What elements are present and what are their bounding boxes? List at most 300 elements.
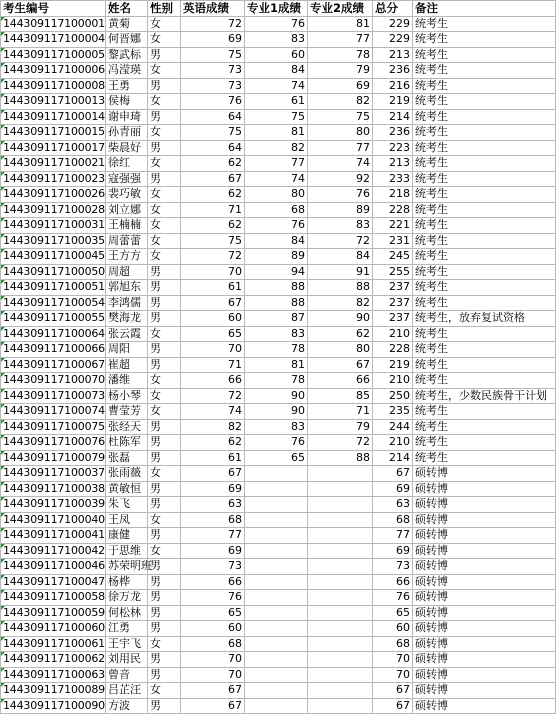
- cell-gender[interactable]: 男: [148, 311, 181, 327]
- cell-english-score[interactable]: 66: [181, 574, 245, 590]
- cell-gender[interactable]: 女: [148, 187, 181, 203]
- cell-major1-score[interactable]: 83: [245, 32, 308, 48]
- cell-candidate-id[interactable]: [1, 187, 106, 203]
- cell-total-score[interactable]: 67: [373, 698, 413, 714]
- cell-remarks[interactable]: 统考生: [413, 78, 556, 94]
- cell-remarks[interactable]: 统考生: [413, 295, 556, 311]
- cell-candidate-id[interactable]: [1, 63, 106, 79]
- cell-remarks[interactable]: 硕转博: [413, 621, 556, 637]
- cell-candidate-id[interactable]: [1, 652, 106, 668]
- cell-candidate-id[interactable]: [1, 512, 106, 528]
- cell-remarks[interactable]: 统考生: [413, 32, 556, 48]
- cell-major2-score[interactable]: [308, 636, 373, 652]
- cell-total-score[interactable]: 235: [373, 404, 413, 420]
- cell-major2-score[interactable]: [308, 605, 373, 621]
- cell-gender[interactable]: 男: [148, 590, 181, 606]
- cell-major1-score[interactable]: 68: [245, 202, 308, 218]
- cell-gender[interactable]: 男: [148, 698, 181, 714]
- cell-gender[interactable]: 女: [148, 94, 181, 110]
- cell-gender[interactable]: 女: [148, 543, 181, 559]
- cell-major2-score[interactable]: [308, 543, 373, 559]
- cell-gender[interactable]: 女: [148, 16, 181, 32]
- cell-gender[interactable]: 女: [148, 218, 181, 234]
- cell-major2-score[interactable]: 78: [308, 47, 373, 63]
- cell-english-score[interactable]: 62: [181, 187, 245, 203]
- cell-candidate-id[interactable]: [1, 32, 106, 48]
- cell-name[interactable]: 吕芷汪: [106, 683, 148, 699]
- cell-total-score[interactable]: 229: [373, 32, 413, 48]
- cell-total-score[interactable]: 213: [373, 156, 413, 172]
- cell-name[interactable]: 于思维: [106, 543, 148, 559]
- cell-name[interactable]: 黄敏恒: [106, 481, 148, 497]
- cell-english-score[interactable]: 67: [181, 171, 245, 187]
- cell-english-score[interactable]: 72: [181, 388, 245, 404]
- cell-english-score[interactable]: 68: [181, 636, 245, 652]
- cell-gender[interactable]: 男: [148, 419, 181, 435]
- cell-remarks[interactable]: 统考生: [413, 357, 556, 373]
- cell-major2-score[interactable]: [308, 698, 373, 714]
- cell-major2-score[interactable]: 81: [308, 16, 373, 32]
- cell-remarks[interactable]: 硕转博: [413, 698, 556, 714]
- cell-major1-score[interactable]: [245, 636, 308, 652]
- cell-gender[interactable]: 男: [148, 109, 181, 125]
- cell-gender[interactable]: 男: [148, 357, 181, 373]
- cell-gender[interactable]: 女: [148, 388, 181, 404]
- cell-major2-score[interactable]: [308, 481, 373, 497]
- cell-name[interactable]: 王凤: [106, 512, 148, 528]
- cell-name[interactable]: 周蕾蕾: [106, 233, 148, 249]
- cell-total-score[interactable]: 216: [373, 78, 413, 94]
- cell-name[interactable]: 方波: [106, 698, 148, 714]
- cell-gender[interactable]: 男: [148, 171, 181, 187]
- cell-english-score[interactable]: 67: [181, 295, 245, 311]
- cell-english-score[interactable]: 82: [181, 419, 245, 435]
- cell-name[interactable]: 谢申琦: [106, 109, 148, 125]
- cell-gender[interactable]: 女: [148, 156, 181, 172]
- cell-total-score[interactable]: 244: [373, 419, 413, 435]
- cell-major1-score[interactable]: 80: [245, 187, 308, 203]
- cell-name[interactable]: 刘用民: [106, 652, 148, 668]
- cell-gender[interactable]: 男: [148, 295, 181, 311]
- cell-remarks[interactable]: 统考生，少数民族骨干计划: [413, 388, 556, 404]
- cell-total-score[interactable]: 210: [373, 326, 413, 342]
- cell-candidate-id[interactable]: [1, 605, 106, 621]
- cell-name[interactable]: 曹莹芳: [106, 404, 148, 420]
- header-remarks[interactable]: 备注: [413, 1, 556, 17]
- cell-candidate-id[interactable]: [1, 419, 106, 435]
- cell-gender[interactable]: 女: [148, 512, 181, 528]
- cell-name[interactable]: 杨小琴: [106, 388, 148, 404]
- cell-candidate-id[interactable]: [1, 621, 106, 637]
- cell-total-score[interactable]: 77: [373, 528, 413, 544]
- cell-major2-score[interactable]: 67: [308, 357, 373, 373]
- cell-english-score[interactable]: 75: [181, 125, 245, 141]
- cell-english-score[interactable]: 62: [181, 435, 245, 451]
- cell-total-score[interactable]: 66: [373, 574, 413, 590]
- cell-name[interactable]: 刘立娜: [106, 202, 148, 218]
- cell-total-score[interactable]: 236: [373, 125, 413, 141]
- cell-english-score[interactable]: 73: [181, 78, 245, 94]
- cell-remarks[interactable]: 统考生: [413, 218, 556, 234]
- cell-total-score[interactable]: 63: [373, 497, 413, 513]
- cell-total-score[interactable]: 67: [373, 466, 413, 482]
- cell-name[interactable]: 康健: [106, 528, 148, 544]
- cell-candidate-id[interactable]: [1, 78, 106, 94]
- cell-remarks[interactable]: 硕转博: [413, 512, 556, 528]
- cell-gender[interactable]: 女: [148, 63, 181, 79]
- cell-candidate-id[interactable]: [1, 202, 106, 218]
- cell-total-score[interactable]: 210: [373, 435, 413, 451]
- cell-major2-score[interactable]: 69: [308, 78, 373, 94]
- cell-major2-score[interactable]: 80: [308, 342, 373, 358]
- cell-candidate-id[interactable]: [1, 373, 106, 389]
- cell-candidate-id[interactable]: [1, 590, 106, 606]
- cell-remarks[interactable]: 硕转博: [413, 543, 556, 559]
- cell-name[interactable]: 徐红: [106, 156, 148, 172]
- cell-remarks[interactable]: 统考生: [413, 94, 556, 110]
- cell-name[interactable]: 黎武标: [106, 47, 148, 63]
- cell-gender[interactable]: 女: [148, 683, 181, 699]
- cell-candidate-id[interactable]: [1, 466, 106, 482]
- cell-english-score[interactable]: 76: [181, 590, 245, 606]
- cell-candidate-id[interactable]: [1, 528, 106, 544]
- cell-total-score[interactable]: 65: [373, 605, 413, 621]
- cell-total-score[interactable]: 69: [373, 543, 413, 559]
- cell-remarks[interactable]: 硕转博: [413, 574, 556, 590]
- cell-english-score[interactable]: 62: [181, 218, 245, 234]
- cell-english-score[interactable]: 62: [181, 156, 245, 172]
- cell-name[interactable]: 江勇: [106, 621, 148, 637]
- cell-major1-score[interactable]: 84: [245, 63, 308, 79]
- cell-candidate-id[interactable]: [1, 667, 106, 683]
- cell-english-score[interactable]: 69: [181, 32, 245, 48]
- cell-english-score[interactable]: 60: [181, 311, 245, 327]
- cell-candidate-id[interactable]: [1, 264, 106, 280]
- cell-major1-score[interactable]: [245, 481, 308, 497]
- cell-major1-score[interactable]: 74: [245, 78, 308, 94]
- cell-major1-score[interactable]: [245, 574, 308, 590]
- cell-english-score[interactable]: 64: [181, 140, 245, 156]
- cell-total-score[interactable]: 218: [373, 187, 413, 203]
- cell-remarks[interactable]: 统考生: [413, 373, 556, 389]
- cell-total-score[interactable]: 73: [373, 559, 413, 575]
- cell-major2-score[interactable]: 82: [308, 94, 373, 110]
- cell-name[interactable]: 郭旭东: [106, 280, 148, 296]
- cell-remarks[interactable]: 硕转博: [413, 636, 556, 652]
- cell-candidate-id[interactable]: [1, 326, 106, 342]
- cell-gender[interactable]: 女: [148, 466, 181, 482]
- cell-english-score[interactable]: 71: [181, 357, 245, 373]
- cell-english-score[interactable]: 70: [181, 667, 245, 683]
- cell-total-score[interactable]: 223: [373, 140, 413, 156]
- cell-major2-score[interactable]: 74: [308, 156, 373, 172]
- cell-major2-score[interactable]: 85: [308, 388, 373, 404]
- cell-gender[interactable]: 男: [148, 528, 181, 544]
- cell-english-score[interactable]: 61: [181, 280, 245, 296]
- cell-total-score[interactable]: 245: [373, 249, 413, 265]
- header-major2-score[interactable]: 专业2成绩: [308, 1, 373, 17]
- cell-candidate-id[interactable]: [1, 156, 106, 172]
- cell-major2-score[interactable]: [308, 621, 373, 637]
- cell-major2-score[interactable]: 76: [308, 187, 373, 203]
- cell-remarks[interactable]: 统考生: [413, 450, 556, 466]
- cell-candidate-id[interactable]: [1, 342, 106, 358]
- cell-total-score[interactable]: 237: [373, 280, 413, 296]
- cell-candidate-id[interactable]: [1, 636, 106, 652]
- cell-name[interactable]: 周阳: [106, 342, 148, 358]
- cell-english-score[interactable]: 75: [181, 233, 245, 249]
- cell-major2-score[interactable]: [308, 528, 373, 544]
- cell-gender[interactable]: 男: [148, 497, 181, 513]
- cell-name[interactable]: 王方方: [106, 249, 148, 265]
- cell-major1-score[interactable]: 90: [245, 388, 308, 404]
- cell-name[interactable]: 王楠楠: [106, 218, 148, 234]
- cell-name[interactable]: 崔超: [106, 357, 148, 373]
- cell-remarks[interactable]: 统考生: [413, 342, 556, 358]
- cell-name[interactable]: 曾音: [106, 667, 148, 683]
- cell-major2-score[interactable]: [308, 652, 373, 668]
- cell-total-score[interactable]: 214: [373, 109, 413, 125]
- cell-candidate-id[interactable]: [1, 233, 106, 249]
- cell-major2-score[interactable]: [308, 590, 373, 606]
- cell-major1-score[interactable]: [245, 559, 308, 575]
- cell-name[interactable]: 寇强强: [106, 171, 148, 187]
- cell-major2-score[interactable]: 83: [308, 218, 373, 234]
- cell-remarks[interactable]: 统考生: [413, 47, 556, 63]
- cell-english-score[interactable]: 61: [181, 450, 245, 466]
- cell-remarks[interactable]: 统考生: [413, 109, 556, 125]
- cell-total-score[interactable]: 70: [373, 652, 413, 668]
- cell-major1-score[interactable]: [245, 698, 308, 714]
- cell-remarks[interactable]: 硕转博: [413, 497, 556, 513]
- cell-gender[interactable]: 男: [148, 342, 181, 358]
- cell-total-score[interactable]: 213: [373, 47, 413, 63]
- cell-remarks[interactable]: 统考生: [413, 419, 556, 435]
- header-total-score[interactable]: 总分: [373, 1, 413, 17]
- cell-name[interactable]: 冯滢瑛: [106, 63, 148, 79]
- cell-total-score[interactable]: 228: [373, 202, 413, 218]
- cell-candidate-id[interactable]: [1, 357, 106, 373]
- cell-english-score[interactable]: 63: [181, 497, 245, 513]
- cell-name[interactable]: 何晋娜: [106, 32, 148, 48]
- cell-candidate-id[interactable]: [1, 698, 106, 714]
- cell-candidate-id[interactable]: [1, 280, 106, 296]
- cell-total-score[interactable]: 255: [373, 264, 413, 280]
- cell-gender[interactable]: 男: [148, 481, 181, 497]
- cell-remarks[interactable]: 硕转博: [413, 652, 556, 668]
- cell-name[interactable]: 樊海龙: [106, 311, 148, 327]
- cell-major1-score[interactable]: [245, 667, 308, 683]
- cell-remarks[interactable]: 硕转博: [413, 667, 556, 683]
- cell-name[interactable]: 苏荣明班: [106, 559, 148, 575]
- cell-total-score[interactable]: 67: [373, 683, 413, 699]
- cell-total-score[interactable]: 76: [373, 590, 413, 606]
- cell-candidate-id[interactable]: [1, 450, 106, 466]
- cell-remarks[interactable]: 硕转博: [413, 605, 556, 621]
- cell-total-score[interactable]: 214: [373, 450, 413, 466]
- cell-gender[interactable]: 男: [148, 574, 181, 590]
- cell-major1-score[interactable]: 84: [245, 233, 308, 249]
- cell-english-score[interactable]: 65: [181, 326, 245, 342]
- cell-total-score[interactable]: 68: [373, 512, 413, 528]
- cell-gender[interactable]: 男: [148, 435, 181, 451]
- cell-name[interactable]: 孙青丽: [106, 125, 148, 141]
- cell-major2-score[interactable]: 77: [308, 32, 373, 48]
- cell-major2-score[interactable]: 89: [308, 202, 373, 218]
- cell-remarks[interactable]: 硕转博: [413, 528, 556, 544]
- cell-gender[interactable]: 男: [148, 621, 181, 637]
- cell-english-score[interactable]: 69: [181, 543, 245, 559]
- cell-english-score[interactable]: 66: [181, 373, 245, 389]
- cell-gender[interactable]: 男: [148, 652, 181, 668]
- cell-name[interactable]: 周超: [106, 264, 148, 280]
- cell-candidate-id[interactable]: [1, 47, 106, 63]
- cell-gender[interactable]: 男: [148, 667, 181, 683]
- cell-major2-score[interactable]: 84: [308, 249, 373, 265]
- cell-major2-score[interactable]: 77: [308, 140, 373, 156]
- cell-remarks[interactable]: 统考生: [413, 16, 556, 32]
- cell-gender[interactable]: 男: [148, 140, 181, 156]
- cell-candidate-id[interactable]: [1, 311, 106, 327]
- cell-major1-score[interactable]: 90: [245, 404, 308, 420]
- cell-candidate-id[interactable]: [1, 295, 106, 311]
- cell-major1-score[interactable]: [245, 512, 308, 528]
- cell-total-score[interactable]: 237: [373, 311, 413, 327]
- cell-english-score[interactable]: 64: [181, 109, 245, 125]
- cell-english-score[interactable]: 67: [181, 683, 245, 699]
- cell-major2-score[interactable]: 66: [308, 373, 373, 389]
- cell-major2-score[interactable]: [308, 683, 373, 699]
- cell-total-score[interactable]: 236: [373, 63, 413, 79]
- cell-major2-score[interactable]: 75: [308, 109, 373, 125]
- cell-major1-score[interactable]: 78: [245, 373, 308, 389]
- cell-english-score[interactable]: 73: [181, 63, 245, 79]
- cell-major2-score[interactable]: [308, 574, 373, 590]
- cell-remarks[interactable]: 硕转博: [413, 590, 556, 606]
- cell-total-score[interactable]: 68: [373, 636, 413, 652]
- cell-major2-score[interactable]: 90: [308, 311, 373, 327]
- cell-major1-score[interactable]: [245, 621, 308, 637]
- cell-name[interactable]: 李鸿儒: [106, 295, 148, 311]
- cell-name[interactable]: 侯梅: [106, 94, 148, 110]
- cell-total-score[interactable]: 221: [373, 218, 413, 234]
- cell-major1-score[interactable]: 88: [245, 280, 308, 296]
- cell-major1-score[interactable]: [245, 652, 308, 668]
- cell-name[interactable]: 张磊: [106, 450, 148, 466]
- cell-remarks[interactable]: 硕转博: [413, 559, 556, 575]
- cell-major1-score[interactable]: [245, 590, 308, 606]
- cell-gender[interactable]: 女: [148, 636, 181, 652]
- cell-english-score[interactable]: 71: [181, 202, 245, 218]
- cell-major1-score[interactable]: [245, 528, 308, 544]
- cell-gender[interactable]: 女: [148, 32, 181, 48]
- cell-english-score[interactable]: 73: [181, 559, 245, 575]
- cell-major1-score[interactable]: 87: [245, 311, 308, 327]
- cell-candidate-id[interactable]: [1, 683, 106, 699]
- cell-major1-score[interactable]: 60: [245, 47, 308, 63]
- cell-major1-score[interactable]: 76: [245, 218, 308, 234]
- cell-remarks[interactable]: 统考生: [413, 156, 556, 172]
- cell-total-score[interactable]: 219: [373, 94, 413, 110]
- cell-total-score[interactable]: 228: [373, 342, 413, 358]
- header-english-score[interactable]: 英语成绩: [181, 1, 245, 17]
- cell-major1-score[interactable]: [245, 605, 308, 621]
- cell-major2-score[interactable]: 71: [308, 404, 373, 420]
- cell-remarks[interactable]: 统考生: [413, 171, 556, 187]
- cell-candidate-id[interactable]: [1, 543, 106, 559]
- header-name[interactable]: 姓名: [106, 1, 148, 17]
- cell-english-score[interactable]: 76: [181, 94, 245, 110]
- cell-total-score[interactable]: 250: [373, 388, 413, 404]
- cell-name[interactable]: 张雨薇: [106, 466, 148, 482]
- cell-remarks[interactable]: 统考生: [413, 233, 556, 249]
- header-major1-score[interactable]: 专业1成绩: [245, 1, 308, 17]
- cell-gender[interactable]: 女: [148, 326, 181, 342]
- cell-remarks[interactable]: 统考生: [413, 140, 556, 156]
- cell-english-score[interactable]: 67: [181, 466, 245, 482]
- cell-total-score[interactable]: 219: [373, 357, 413, 373]
- cell-name[interactable]: 王勇: [106, 78, 148, 94]
- header-candidate-id[interactable]: 考生编号: [1, 1, 106, 17]
- cell-gender[interactable]: 女: [148, 202, 181, 218]
- cell-major1-score[interactable]: 83: [245, 326, 308, 342]
- cell-total-score[interactable]: 229: [373, 16, 413, 32]
- cell-major1-score[interactable]: [245, 497, 308, 513]
- cell-major1-score[interactable]: 75: [245, 109, 308, 125]
- cell-candidate-id[interactable]: [1, 249, 106, 265]
- cell-english-score[interactable]: 77: [181, 528, 245, 544]
- cell-major1-score[interactable]: 61: [245, 94, 308, 110]
- cell-total-score[interactable]: 233: [373, 171, 413, 187]
- cell-remarks[interactable]: 统考生: [413, 125, 556, 141]
- cell-candidate-id[interactable]: [1, 574, 106, 590]
- cell-gender[interactable]: 男: [148, 450, 181, 466]
- cell-major2-score[interactable]: [308, 667, 373, 683]
- cell-name[interactable]: 杨桦: [106, 574, 148, 590]
- cell-total-score[interactable]: 70: [373, 667, 413, 683]
- cell-major2-score[interactable]: 88: [308, 450, 373, 466]
- cell-major2-score[interactable]: 79: [308, 419, 373, 435]
- cell-english-score[interactable]: 60: [181, 621, 245, 637]
- cell-english-score[interactable]: 68: [181, 512, 245, 528]
- cell-remarks[interactable]: 硕转博: [413, 481, 556, 497]
- cell-major1-score[interactable]: 65: [245, 450, 308, 466]
- cell-remarks[interactable]: 统考生: [413, 435, 556, 451]
- cell-major1-score[interactable]: 76: [245, 435, 308, 451]
- cell-total-score[interactable]: 231: [373, 233, 413, 249]
- cell-major1-score[interactable]: [245, 683, 308, 699]
- cell-name[interactable]: 潘维: [106, 373, 148, 389]
- cell-name[interactable]: 王宇飞: [106, 636, 148, 652]
- cell-english-score[interactable]: 74: [181, 404, 245, 420]
- cell-major2-score[interactable]: [308, 497, 373, 513]
- cell-name[interactable]: 柴晨好: [106, 140, 148, 156]
- cell-remarks[interactable]: 统考生: [413, 264, 556, 280]
- cell-remarks[interactable]: 统考生: [413, 202, 556, 218]
- cell-remarks[interactable]: 统考生: [413, 326, 556, 342]
- cell-major1-score[interactable]: 83: [245, 419, 308, 435]
- cell-major2-score[interactable]: 79: [308, 63, 373, 79]
- cell-major1-score[interactable]: 81: [245, 357, 308, 373]
- cell-english-score[interactable]: 67: [181, 698, 245, 714]
- cell-english-score[interactable]: 75: [181, 47, 245, 63]
- cell-total-score[interactable]: 60: [373, 621, 413, 637]
- cell-gender[interactable]: 女: [148, 404, 181, 420]
- cell-english-score[interactable]: 70: [181, 652, 245, 668]
- cell-major2-score[interactable]: 92: [308, 171, 373, 187]
- cell-english-score[interactable]: 70: [181, 342, 245, 358]
- cell-major1-score[interactable]: 82: [245, 140, 308, 156]
